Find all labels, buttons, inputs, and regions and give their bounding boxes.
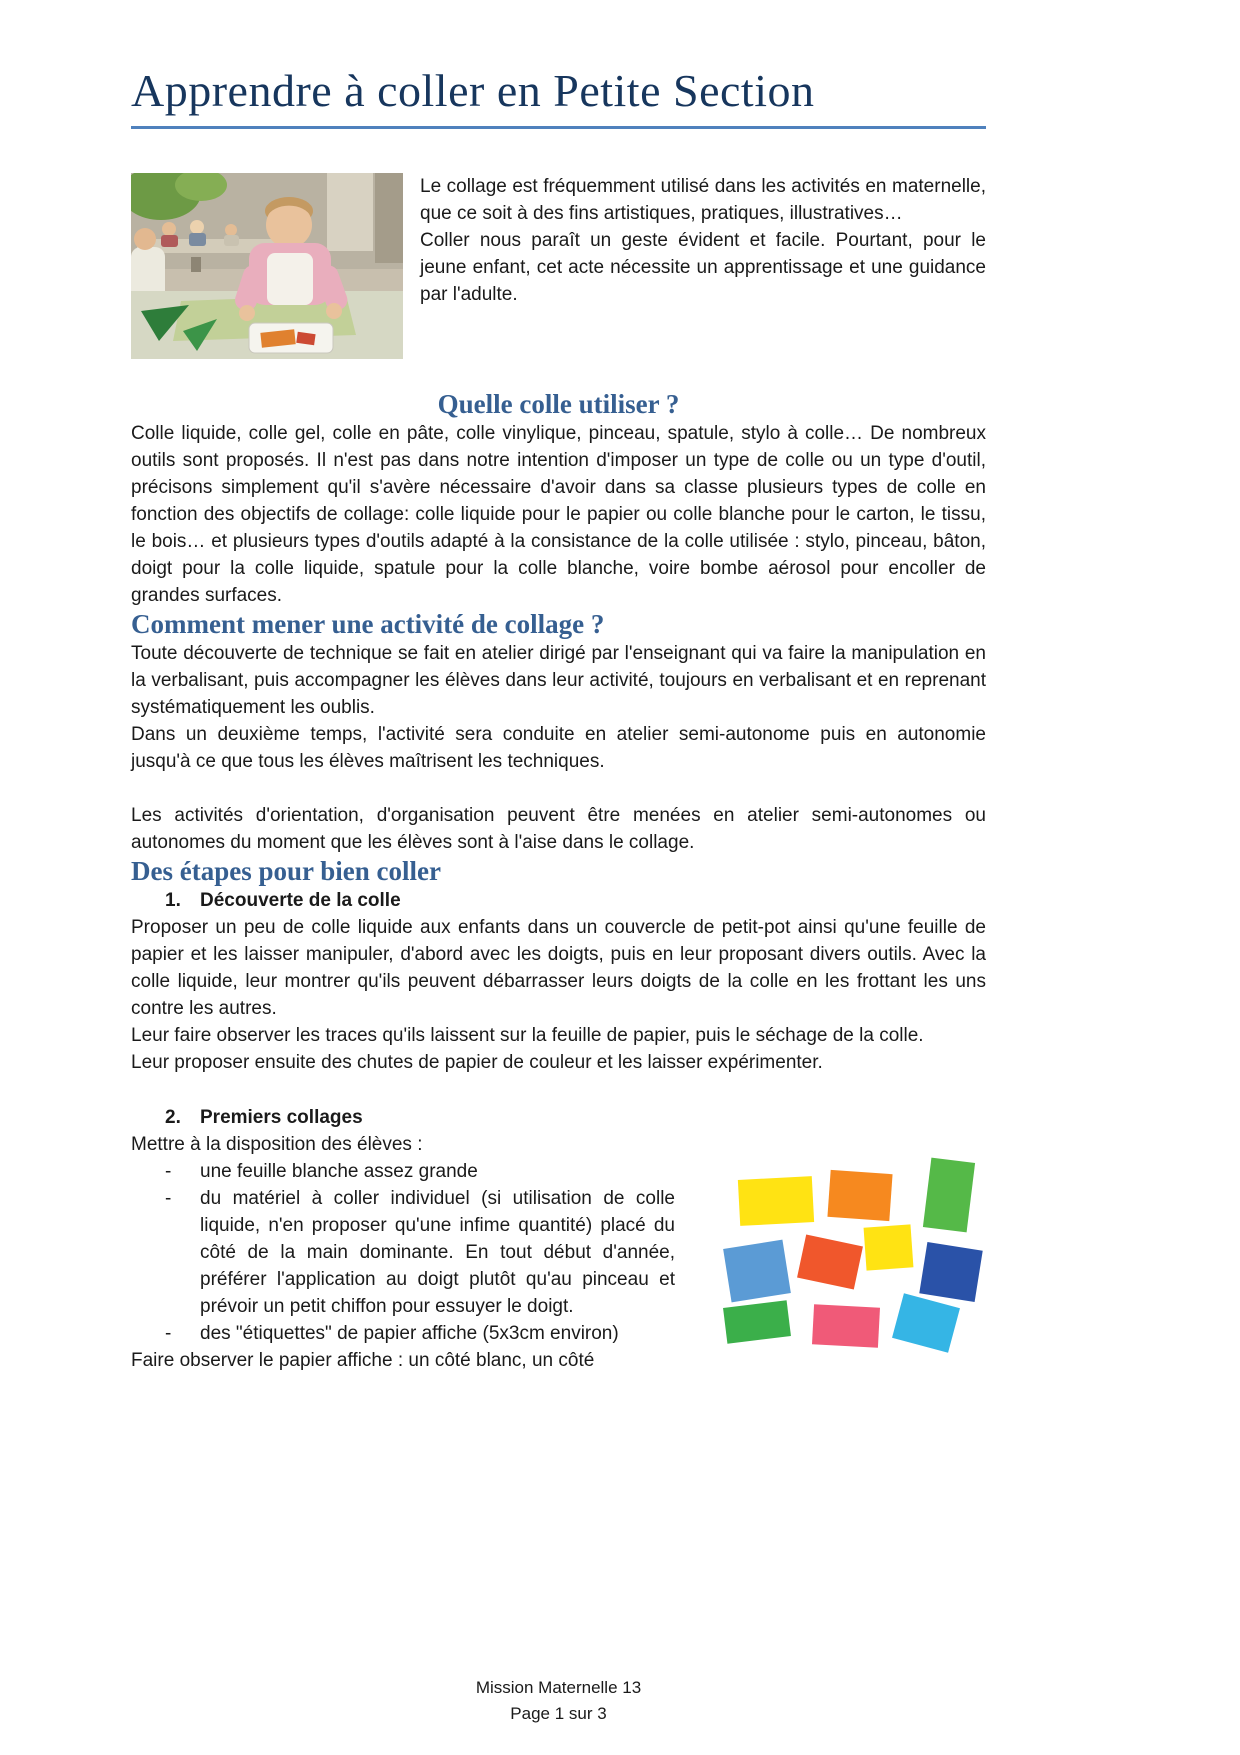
bullet-item (131, 1320, 675, 1347)
bullet-dash: - (165, 1188, 172, 1209)
colored-papers-image (701, 1156, 986, 1351)
step1-label: Découverte de la colle (200, 890, 401, 911)
paper-rect (892, 1293, 960, 1352)
bullet-dash: - (165, 1323, 172, 1344)
activite-paragraph-1: Toute découverte de technique se fait en atelier dirigé par l'enseignant qui va faire la manipulation en la verbalisant, puis accompagner les élèves dans leur activité, toujours en verbalisant et en reprenant systématiquement les oublis. (131, 643, 986, 718)
paper-rect (812, 1304, 880, 1347)
activite-paragraph-2: Dans un deuxième temps, l'activité sera conduite en atelier semi-autonome puis en autonomie jusqu'à ce que tous les élèves maîtrisent les techniques. (131, 724, 986, 772)
bullet-item (131, 1158, 675, 1185)
bullet-dash: - (165, 1161, 172, 1182)
footer-line-2: Page 1 sur 3 (510, 1704, 607, 1723)
page-footer (131, 1675, 986, 1727)
quelle-colle-paragraph: Colle liquide, colle gel, colle en pâte, colle vinylique, pinceau, spatule, stylo à colle… De nombreux outils sont proposés. Il n'est pas dans notre intention d'imposer un type de colle ou un type d'outil, précisons simplement qu'il s'avère nécessaire d'avoir dans sa classe plusieurs types de colle en fonction des objectifs de collage: colle liquide pour le papier ou colle blanche pour le carton, le tissu, le bois… et plusieurs types d'outils adapté à la consistance de la colle utilisée : stylo, pinceau, bâton, doigt pour la colle liquide, spatule pour la colle blanche, voire bombe aérosol pour encoller de grandes surfaces. (131, 423, 986, 606)
step1-title (131, 887, 986, 914)
child-collage-illustration (131, 173, 403, 359)
bullet-text: du matériel à coller individuel (si utilisation de colle liquide, n'en proposer qu'une infime quantité) placé du côté de la main dominante. En tout début d'année, préférer l'application au doigt plutôt qu'au pinceau et prévoir un petit chiffon pour essuyer le doigt. (200, 1188, 675, 1317)
child-collage-photo (131, 173, 403, 359)
activite-paragraph-3: Les activités d'orientation, d'organisation peuvent être menées en atelier semi-autonomes ou autonomes du moment que les élèves sont à l'aise dans le collage. (131, 805, 986, 853)
step1-paragraph-2: Leur faire observer les traces qu'ils laissent sur la feuille de papier, puis le séchage de la colle. (131, 1025, 924, 1046)
intro-text (420, 173, 986, 359)
paper-rect (723, 1240, 791, 1303)
section-heading-comment-mener: Comment mener une activité de collage ? (131, 609, 605, 639)
spacer (131, 775, 986, 802)
paper-rect (797, 1234, 863, 1289)
page-title: Apprendre à coller en Petite Section (131, 65, 815, 116)
bullet-text: des "étiquettes" de papier affiche (5x3cm environ) (200, 1323, 619, 1344)
step1-number: 1. (165, 890, 181, 911)
paper-rect (864, 1224, 914, 1270)
paper-rect (738, 1176, 814, 1226)
bullet-item (131, 1185, 675, 1320)
section-heading-des-etapes: Des étapes pour bien coller (131, 856, 441, 886)
section-heading-quelle-colle: Quelle colle utiliser ? (437, 389, 680, 419)
step2-section (131, 1104, 986, 1374)
paper-rect (919, 1242, 982, 1302)
step2-number: 2. (165, 1107, 181, 1128)
title-rule (131, 126, 986, 129)
step1-paragraph-1: Proposer un peu de colle liquide aux enfants dans un couvercle de petit-pot ainsi qu'une feuille de papier et les laisser manipuler, d'abord avec les doigts, puis en leur proposant divers outils. Avec la colle liquide, leur montrer qu'ils peuvent débarrasser leurs doigts de la colle en les frottant les uns contre les autres. (131, 917, 986, 1019)
intro-paragraph-2: Coller nous paraît un geste évident et facile. Pourtant, pour le jeune enfant, cet acte nécessite un apprentissage et une guidance par l'adulte. (420, 230, 986, 305)
footer-line-1: Mission Maternelle 13 (475, 1678, 642, 1697)
intro-paragraph-1: Le collage est fréquemment utilisé dans les activités en maternelle, que ce soit à des fins artistiques, pratiques, illustratives… (420, 176, 986, 224)
paper-rect (827, 1170, 892, 1221)
step2-title (131, 1104, 986, 1131)
step2-closing: Faire observer le papier affiche : un côté blanc, un côté (131, 1350, 595, 1371)
step2-intro: Mettre à la disposition des élèves : (131, 1134, 423, 1155)
paper-rect (923, 1158, 975, 1233)
step2-label: Premiers collages (200, 1107, 363, 1128)
bullet-text: une feuille blanche assez grande (200, 1161, 478, 1182)
step1-paragraph-3: Leur proposer ensuite des chutes de papier de couleur et les laisser expérimenter. (131, 1052, 823, 1073)
paper-rect (723, 1300, 791, 1344)
intro-section (131, 173, 986, 359)
